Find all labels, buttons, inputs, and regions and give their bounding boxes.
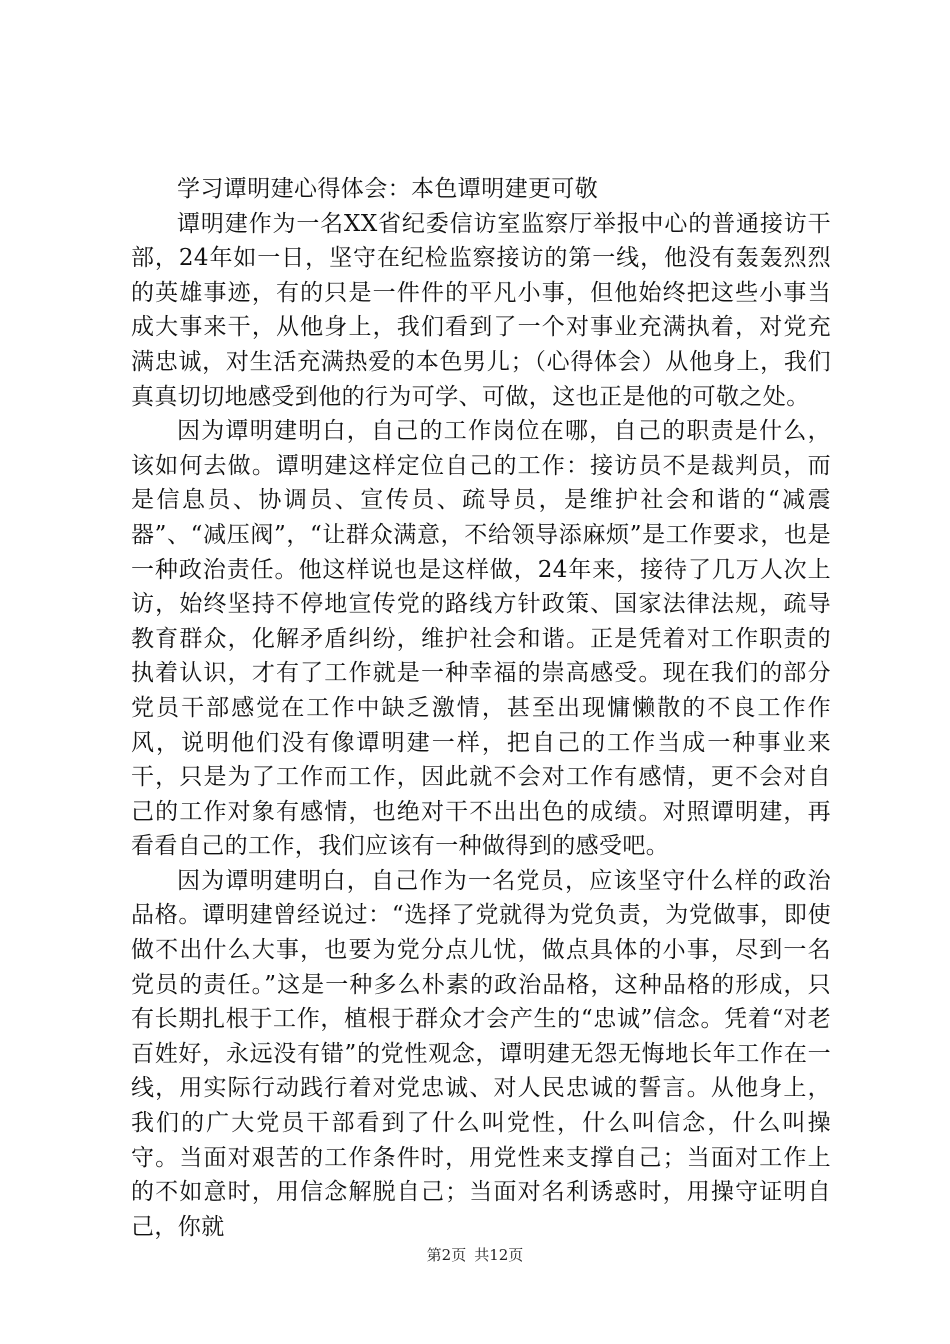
paragraph-3: 因为谭明建明白，自己作为一名党员，应该坚守什么样的政治品格。谭明建曾经说过：“选择了党就得为党负责，为党做事，即使做不出什么大事，也要为党分点儿忧，做点具体的小事，尽到一名党员的责任。”这是一种多么朴素的政治品格，这种品格的形成，只有长期扎根于工作，植根于群众才会产生的“忠诚”信念。凭着“对老百姓好，永远没有错”的党性观念，谭明建无怨无悔地长年工作在一线，用实际行动践行着对党忠诚、对人民忠诚的誓言。从他身上，我们的广大党员干部看到了什么叫党性，什么叫信念，什么叫操守。当面对艰苦的工作条件时，用党性来支撑自己；当面对工作上的不如意时，用信念解脱自己；当面对名利诱惑时，用操守证明自己，你就	[131, 867, 831, 1240]
paragraph-1: 谭明建作为一名XX省纪委信访室监察厅举报中心的普通接访干部，24年如一日，坚守在纪检监察接访的第一线，他没有轰轰烈烈的英雄事迹，有的只是一件件的平凡小事，但他始终把这些小事当成大事来干，从他身上，我们看到了一个对事业充满执着，对党充满忠诚，对生活充满热爱的本色男儿；（心得体会）从他身上，我们真真切切地感受到他的行为可学、可做，这也正是他的可敬之处。	[131, 210, 831, 410]
page-number: 第2页	[426, 1246, 467, 1264]
document-title: 学习谭明建心得体会：本色谭明建更可敬	[177, 176, 599, 202]
document-body	[131, 172, 831, 1244]
page-total: 共12页	[474, 1246, 524, 1264]
page-footer	[0, 1245, 950, 1265]
paragraph-2: 因为谭明建明白，自己的工作岗位在哪，自己的职责是什么，该如何去做。谭明建这样定位自己的工作：接访员不是裁判员，而是信息员、协调员、宣传员、疏导员，是维护社会和谐的“减震器”、“减压阀”，“让群众满意，不给领导添麻烦”是工作要求，也是一种政治责任。他这样说也是这样做，24年来，接待了几万人次上访，始终坚持不停地宣传党的路线方针政策、国家法律法规，疏导教育群众，化解矛盾纠纷，维护社会和谐。正是凭着对工作职责的执着认识，才有了工作就是一种幸福的崇高感受。现在我们的部分党员干部感觉在工作中缺乏激情，甚至出现慵懒散的不良工作作风，说明他们没有像谭明建一样，把自己的工作当成一种事业来干，只是为了工作而工作，因此就不会对工作有感情，更不会对自己的工作对象有感情，也绝对干不出出色的成绩。对照谭明建，再看看自己的工作，我们应该有一种做得到的感受吧。	[131, 418, 831, 860]
